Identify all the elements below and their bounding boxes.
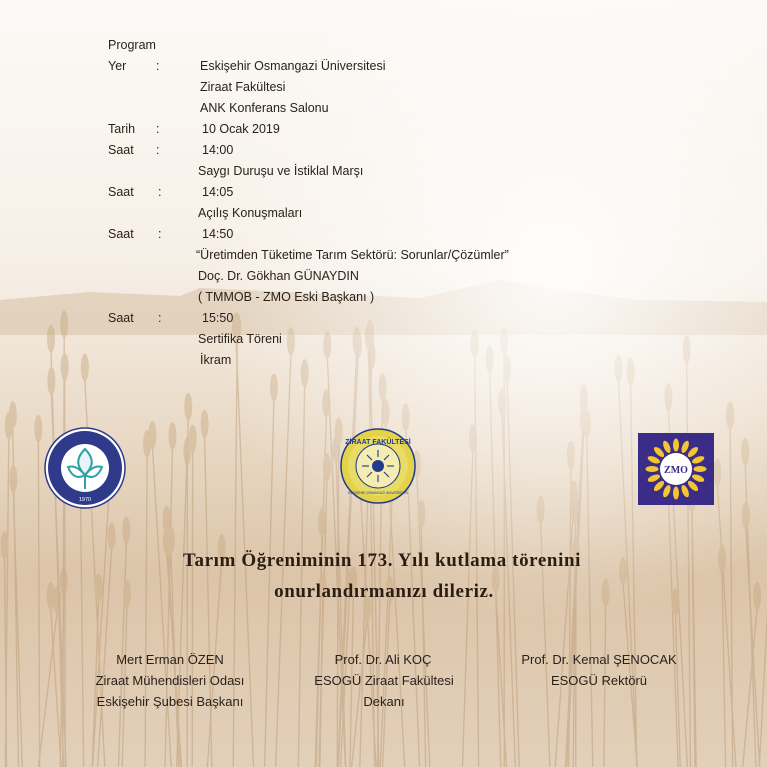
program-value: Sertifika Töreni	[198, 332, 282, 346]
zmo-logo	[638, 433, 714, 505]
program-value: Ziraat Fakültesi	[200, 80, 286, 94]
program-colon: :	[158, 185, 162, 199]
zmo-logo-text: ZMO	[664, 465, 688, 476]
esogu-logo	[44, 427, 126, 509]
program-colon: :	[158, 227, 162, 241]
program-colon: :	[156, 59, 160, 73]
program-value: Eskişehir Osmangazi Üniversitesi	[200, 59, 386, 73]
signatory-title: ESOGÜ Rektörü	[550, 673, 648, 688]
ziraat-logo-subtitle: ESKİŞEHİR OSMANGAZİ ÜNİVERSİTESİ	[347, 491, 409, 495]
program-label: Saat	[108, 143, 134, 157]
invitation-line-2: onurlandırmanızı dileriz.	[274, 581, 494, 602]
program-value: 15:50	[202, 311, 234, 325]
program-colon: :	[156, 122, 160, 136]
program-label: Yer	[108, 59, 127, 73]
signatory-name: Mert Erman ÖZEN	[116, 652, 224, 667]
program-value: 14:00	[202, 143, 234, 157]
program-label: Saat	[108, 311, 134, 325]
program-colon: :	[156, 143, 160, 157]
program-value: ( TMMOB - ZMO Eski Başkanı )	[198, 290, 375, 304]
program-value: İkram	[200, 353, 232, 367]
program-colon: :	[158, 311, 162, 325]
program-value: 14:05	[202, 185, 234, 199]
signatory-title: Eskişehir Şubesi Başkanı	[96, 694, 244, 709]
signatory-title: ESOGÜ Ziraat Fakültesi	[314, 673, 454, 688]
program-label: Saat	[108, 185, 134, 199]
program-value: Açılış Konuşmaları	[198, 206, 303, 220]
program-value: 14:50	[202, 227, 234, 241]
signatory-name: Prof. Dr. Kemal ŞENOCAK	[521, 652, 677, 667]
invitation-line-1: Tarım Öğreniminin 173. Yılı kutlama törenini	[183, 550, 581, 571]
signatory-title: Ziraat Mühendisleri Odası	[95, 673, 245, 688]
program-value: 10 Ocak 2019	[202, 122, 280, 136]
program-value: Saygı Duruşu ve İstiklal Marşı	[198, 164, 364, 178]
program-value: ANK Konferans Salonu	[200, 101, 329, 115]
program-label: Tarih	[108, 122, 136, 136]
signatory-title: Dekanı	[363, 694, 405, 709]
esogu-logo-year: 1970	[78, 497, 92, 503]
ziraat-fakultesi-logo	[340, 428, 416, 504]
program-value: “Üretimden Tüketime Tarım Sektörü: Sorunlar/Çözümler”	[196, 248, 509, 262]
program-value: Doç. Dr. Gökhan GÜNAYDIN	[198, 269, 359, 283]
signatory-name: Prof. Dr. Ali KOÇ	[334, 652, 432, 667]
program-label: Saat	[108, 227, 134, 241]
ziraat-logo-title: ZİRAAT FAKÜLTESİ	[345, 439, 411, 446]
program-title: Program	[108, 38, 156, 52]
